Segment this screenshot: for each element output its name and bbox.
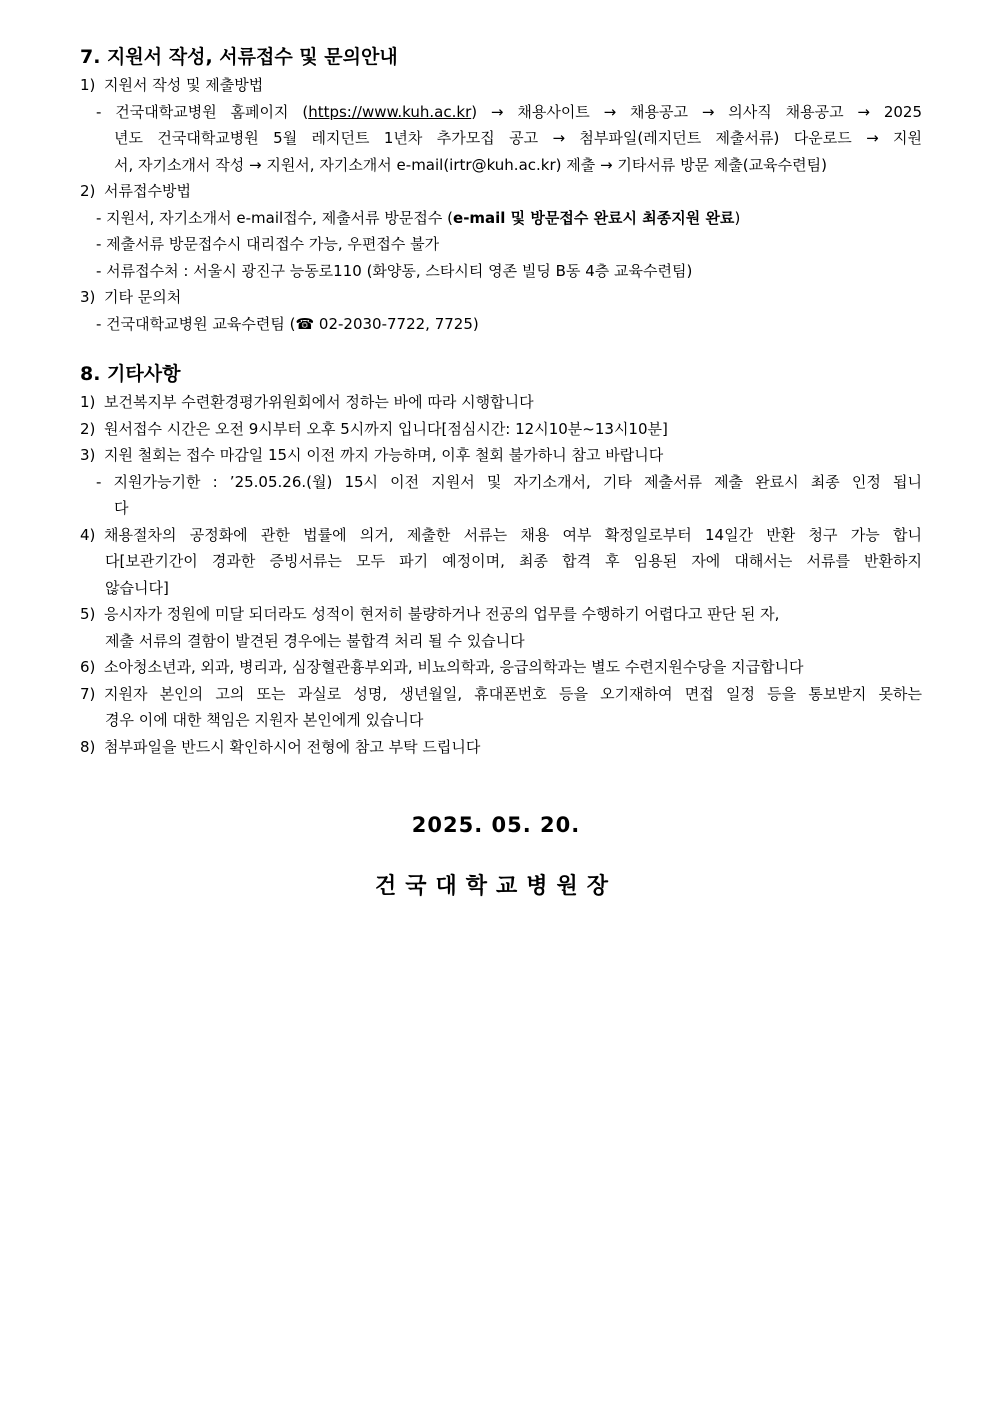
- section7-title: 7. 지원서 작성, 서류접수 및 문의안내: [80, 46, 398, 68]
- contact-line: - 건국대학교병원 교육수련팀 (☎ 02-2030-7722, 7725): [96, 314, 479, 333]
- method-prefix: - 건국대학교병원 홈페이지 (: [96, 102, 309, 121]
- item-number: 8): [80, 737, 96, 756]
- section8-item-1: [80, 389, 922, 416]
- item-number: 6): [80, 658, 96, 676]
- item-number: 1): [80, 76, 96, 94]
- item-number: 7): [80, 684, 96, 703]
- submit-line-3: - 서류접수처 : 서울시 광진구 능동로110 (화양동, 스타시티 영존 빌딩 B동 4층 교육수련팀): [96, 261, 693, 280]
- item-text: 지원 철회는 접수 마감일 15시 이전 까지 가능하며, 이후 철회 불가하니 참고 바랍니다: [104, 446, 664, 464]
- section8-item-7: [80, 681, 922, 708]
- section8-item-3: [80, 442, 922, 469]
- submit-line-2: - 제출서류 방문접수시 대리접수 가능, 우편접수 불가: [96, 235, 440, 253]
- section8-title: 8. 기타사항: [80, 363, 181, 385]
- item-label: 기타 문의처: [104, 288, 182, 306]
- item-text: 지원자 본인의 고의 또는 과실로 성명, 생년월일, 휴대폰번호 등을 오기재하여 면접 일정 등을 통보받지 못하는: [104, 684, 922, 703]
- item-text: 채용절차의 공정화에 관한 법률에 의거, 제출한 서류는 채용 여부 확정일로부터 14일간 반환 청구 가능 합니: [104, 525, 922, 544]
- section8-item-4: [80, 522, 922, 549]
- notice-date: 2025. 05. 20.: [411, 813, 581, 837]
- item-label: 서류접수방법: [104, 182, 191, 200]
- section8-item-4-line-2: 다[보관기간이 경과한 증빙서류는 모두 파기 예정이며, 최종 합격 후 임용된 자에 대해서는 서류를 반환하지: [105, 552, 922, 570]
- issuer-signature: 건국대학교병원장: [374, 874, 618, 899]
- item-number: 3): [80, 446, 96, 464]
- section8-item-5-line-2: 제출 서류의 결함이 발견된 경우에는 불합격 처리 될 수 있습니다: [105, 631, 525, 650]
- item-number: 5): [80, 605, 96, 623]
- section8-item-2: [80, 416, 922, 443]
- section7-item-3: [80, 284, 922, 311]
- method-line-3: 서, 자기소개서 작성 → 지원서, 자기소개서 e-mail(irtr@kuh.ac.kr) 제출 → 기타서류 방문 제출(교육수련팀): [114, 155, 827, 174]
- method-line-1: [80, 99, 922, 126]
- method-line-2: 년도 건국대학교병원 5월 레지던트 1년차 추가모집 공고 → 첨부파일(레지던트 제출서류) 다운로드 → 지원: [114, 129, 922, 147]
- section8-item-8: [80, 734, 922, 761]
- section8-item-7-line-2: 경우 이에 대한 책임은 지원자 본인에게 있습니다: [105, 711, 424, 729]
- submit-line-1: [80, 205, 922, 232]
- item-text: 보건복지부 수련환경평가위원회에서 정하는 바에 따라 시행합니다: [104, 393, 534, 411]
- item-number: 2): [80, 182, 96, 200]
- item-number: 4): [80, 525, 96, 544]
- section7-item-1: [80, 72, 922, 99]
- notice-body: [80, 42, 922, 760]
- item-text: 소아청소년과, 외과, 병리과, 심장혈관흉부외과, 비뇨의학과, 응급의학과는 별도 수련지원수당을 지급합니다: [104, 658, 804, 676]
- deadline-line-2: 다: [114, 499, 129, 517]
- item-number: 2): [80, 419, 96, 438]
- item-text: 첨부파일을 반드시 확인하시어 전형에 참고 부탁 드립니다: [104, 737, 481, 756]
- submit-close: ): [734, 208, 741, 227]
- item-label: 지원서 작성 및 제출방법: [104, 76, 264, 94]
- item-text: 원서접수 시간은 오전 9시부터 오후 5시까지 입니다[점심시간: 12시10분~13시10분]: [104, 419, 668, 438]
- item-number: 3): [80, 288, 96, 306]
- spacer: [80, 337, 922, 359]
- homepage-link[interactable]: https://www.kuh.ac.kr: [308, 102, 472, 121]
- section7-item-2: [80, 178, 922, 205]
- submit-text: - 지원서, 자기소개서 e-mail접수, 제출서류 방문접수 (: [96, 208, 454, 227]
- submit-emphasis: e-mail 및 방문접수 완료시 최종지원 완료: [453, 208, 735, 227]
- section8-item-4-line-3: 않습니다]: [105, 578, 169, 597]
- method-steps: ) → 채용사이트 → 채용공고 → 의사직 채용공고 → 2025: [471, 102, 922, 121]
- deadline-line-1: - 지원가능기한 : ’25.05.26.(월) 15시 이전 지원서 및 자기소개서, 기타 제출서류 제출 완료시 최종 인정 됩니: [96, 472, 922, 491]
- section8-item-5: [80, 601, 922, 628]
- item-text: 응시자가 정원에 미달 되더라도 성적이 현저히 불량하거나 전공의 업무를 수행하기 어렵다고 판단 된 자,: [104, 605, 780, 623]
- section8-item-6: [80, 654, 922, 681]
- item-number: 1): [80, 393, 96, 411]
